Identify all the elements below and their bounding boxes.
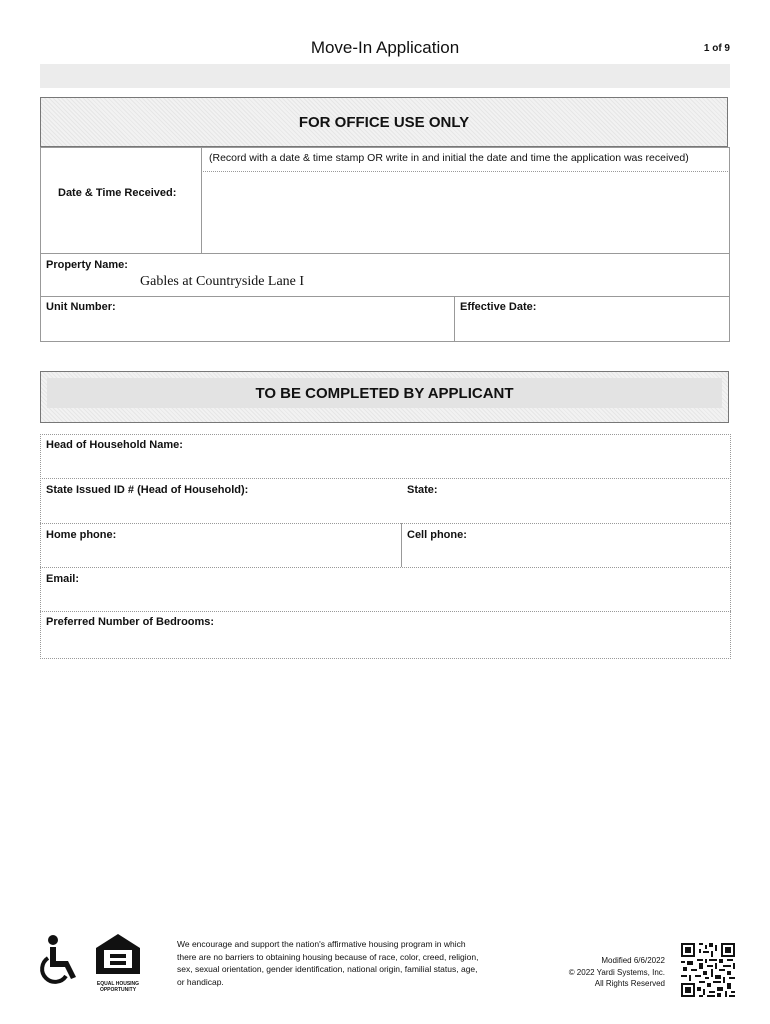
property-name-label: Property Name: [46,259,128,271]
cell-phone-label: Cell phone: [407,529,467,541]
effective-date-label: Effective Date: [460,301,537,313]
unit-number-field[interactable] [42,316,452,340]
divider [40,478,731,479]
document-title: Move-In Application [310,38,460,57]
divider [40,567,731,568]
record-instruction: (Record with a date & time stamp OR write in and initial the date and time the application was received) [209,152,689,164]
header-bar [40,64,730,88]
date-time-label: Date & Time Received: [58,187,177,199]
office-use-heading: FOR OFFICE USE ONLY [40,97,728,147]
divider [40,523,731,524]
effective-date-field[interactable] [456,316,728,340]
copyright: © 2022 Yardi Systems, Inc. [568,967,665,977]
state-field[interactable] [404,500,729,521]
state-id-field[interactable] [42,500,397,521]
applicant-heading-box [40,371,729,423]
divider [454,296,455,342]
divider [201,171,730,172]
date-time-field[interactable] [203,173,728,251]
bedrooms-label: Preferred Number of Bedrooms: [46,616,215,628]
divider [40,253,730,254]
home-phone-field[interactable] [42,545,399,565]
email-label: Email: [46,573,80,585]
state-label: State: [407,484,438,496]
divider [40,611,731,612]
bedrooms-field[interactable] [42,632,729,657]
divider [401,523,402,567]
eho-text-line1: EQUAL HOUSING [96,981,140,987]
modified-info [540,955,665,990]
eho-text-line2: OPPORTUNITY [99,987,137,993]
rights: All Rights Reserved [594,979,665,988]
state-id-label: State Issued ID # (Head of Household): [46,484,249,496]
unit-number-label: Unit Number: [46,301,116,313]
cell-phone-field[interactable] [404,545,729,565]
page-indicator: 1 of 9 [703,43,730,54]
fair-housing-statement: We encourage and support the nation's affirmative housing program in which there are no barriers to obtaining housing because of race, color, creed, religion, sex, sexual orientation, gender identification, national origin, familial status, age, or handicap. [177,939,479,987]
wheelchair-icon [38,934,82,986]
head-of-household-label: Head of Household Name: [46,439,183,451]
head-of-household-field[interactable] [42,455,729,476]
applicant-heading: TO BE COMPLETED BY APPLICANT [47,378,722,408]
property-name-value[interactable]: Gables at Countryside Lane I [140,274,305,289]
equal-housing-icon [94,932,142,993]
divider [201,147,202,253]
modified-date: Modified 6/6/2022 [601,956,665,965]
home-phone-label: Home phone: [46,529,117,541]
email-field[interactable] [42,589,729,609]
qr-code-icon [681,943,735,997]
divider [40,296,730,297]
